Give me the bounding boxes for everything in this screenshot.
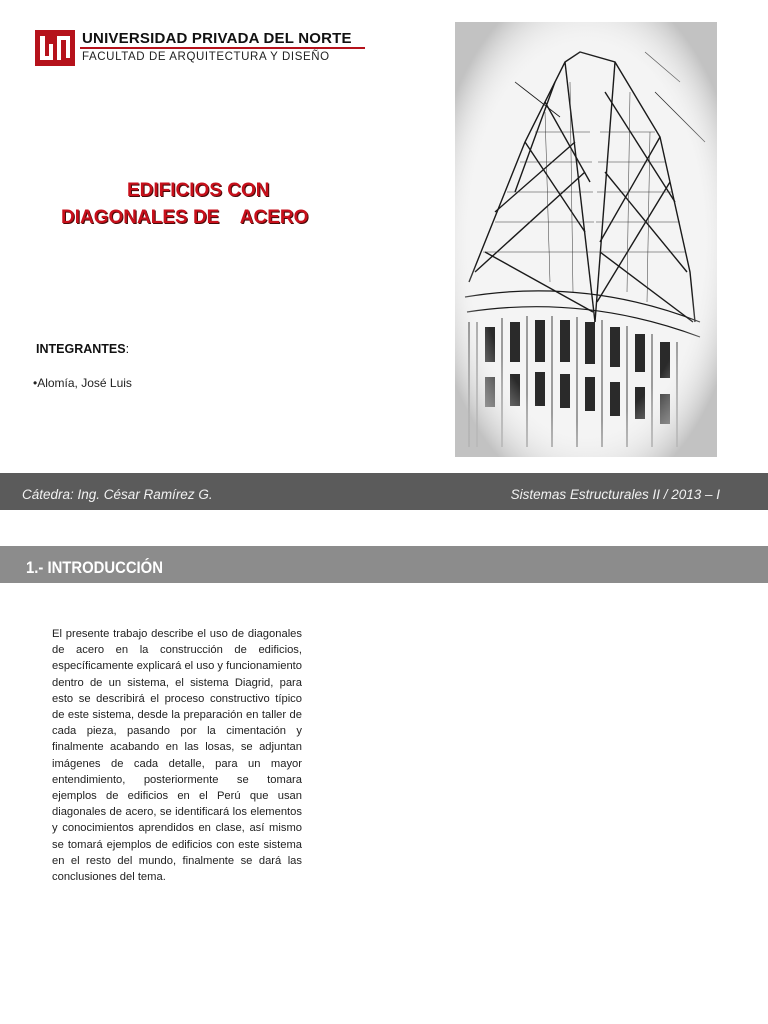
title-line-2: DIAGONALES DE ACERO bbox=[61, 207, 309, 228]
members-label bbox=[36, 342, 129, 356]
university-logo-icon bbox=[35, 30, 75, 66]
document-title bbox=[0, 177, 410, 231]
members-label-text: INTEGRANTES bbox=[36, 342, 126, 356]
section-title: 1.- INTRODUCCIÓN bbox=[26, 559, 163, 577]
course-name: Sistemas Estructurales II / 2013 – I bbox=[510, 487, 720, 502]
introduction-paragraph: El presente trabajo describe el uso de diagonales de acero en la construcción de edificios, específicamente explicará el uso y funcionamiento dentro de un sistema, el sistema Diagrid, para esto se describirá el proceso constructivo típico de este sistema, desde la preparación en taller de cada pieza, pasando por la cimentación y finalmente acabando en las losas, se adjuntan imágenes de cada detalle, para un mayor entendimiento, posteriormente se tomara ejemplos de edificios en el Perú que usan diagonales de acero, se identificará los elementos y conocimientos aprendidos en clase, así mismo se tomará ejemplos de edificios con este sistema en el resto del mundo, finalmente se dará las conclusiones del tema. bbox=[52, 628, 302, 884]
building-sketch-image bbox=[455, 22, 717, 457]
faculty-name: FACULTAD DE ARQUITECTURA Y DISEÑO bbox=[82, 51, 330, 63]
title-line-1: EDIFICIOS CON bbox=[127, 180, 270, 201]
course-instructor: Cátedra: Ing. César Ramírez G. bbox=[22, 487, 213, 502]
header-divider bbox=[80, 47, 365, 49]
members-label-colon: : bbox=[125, 342, 130, 356]
university-name: UNIVERSIDAD PRIVADA DEL NORTE bbox=[82, 30, 352, 47]
member-item: •Alomía, José Luis bbox=[33, 376, 132, 390]
